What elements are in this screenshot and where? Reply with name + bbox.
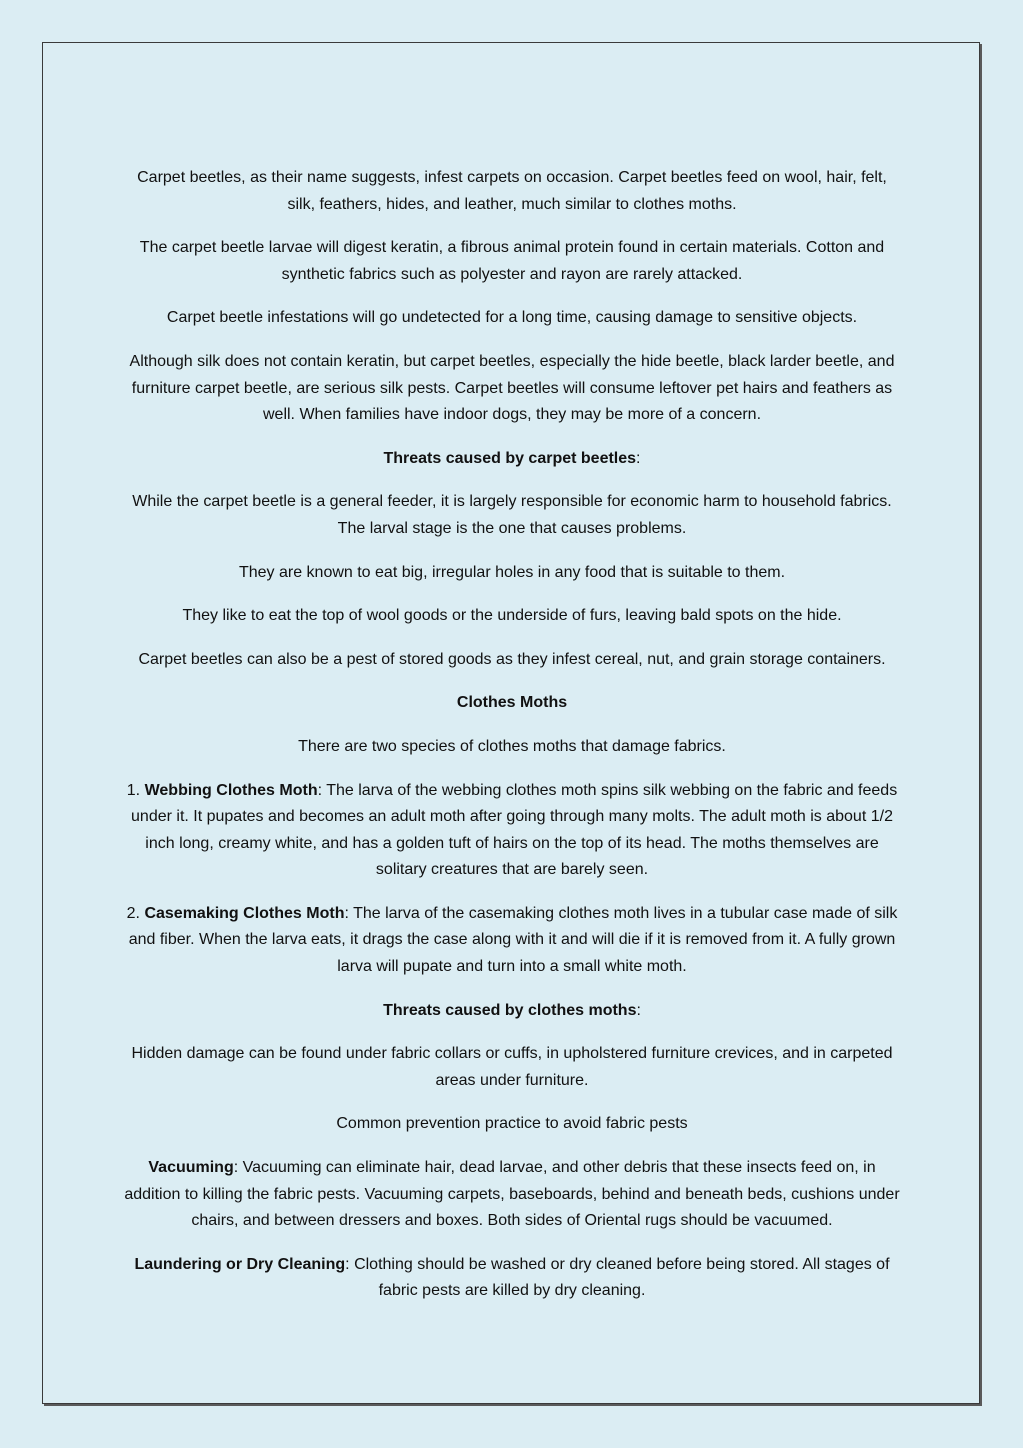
- paragraph-infestations: Carpet beetle infestations will go undetected for a long time, causing damage to sensitive objects.: [166, 309, 858, 327]
- paragraph-prevention-intro: Common prevention practice to avoid fabric pests: [336, 1115, 688, 1133]
- paragraph-bald-spots: They like to eat the top of wool goods or the underside of furs, leaving bald spots on the hide.: [182, 607, 842, 625]
- list-number: 2.: [126, 904, 145, 922]
- heading-text: Threats caused by carpet beetles: [383, 449, 637, 467]
- heading-threats-carpet-beetles: [123, 446, 901, 473]
- heading-threats-clothes-moths: [123, 998, 901, 1025]
- term-casemaking-clothes-moth: Casemaking Clothes Moth: [144, 904, 345, 922]
- paragraph-stored-goods: Carpet beetles can also be a pest of stored goods as they infest cereal, nut, and grain storage containers.: [138, 650, 886, 668]
- term-vacuuming: Vacuuming: [148, 1159, 234, 1177]
- paragraph-irregular-holes: They are known to eat big, irregular holes in any food that is suitable to them.: [238, 563, 786, 581]
- term-laundering: Laundering or Dry Cleaning: [134, 1255, 346, 1273]
- paragraph-vacuuming: [123, 1155, 901, 1235]
- paragraph-larvae-keratin: The carpet beetle larvae will digest keratin, a fibrous animal protein found in certain materials. Cotton and synthetic fabrics such as polyester and rayon are rarely attacked.: [139, 239, 885, 283]
- term-webbing-clothes-moth: Webbing Clothes Moth: [144, 781, 318, 799]
- heading-colon: :: [636, 449, 641, 467]
- description: : Vacuuming can eliminate hair, dead larvae, and other debris that these insects feed on, in addition to killing the fabric pests. Vacuuming carpets, baseboards, behind and beneath beds, cushions under chairs, and between dressers and boxes. Both sides of Oriental rugs should be vacuumed.: [124, 1159, 900, 1230]
- paragraph-laundering: [123, 1252, 901, 1305]
- page-frame: [42, 42, 980, 1404]
- heading-text: Threats caused by clothes moths: [383, 1001, 637, 1019]
- heading-clothes-moths: [123, 690, 901, 717]
- heading-colon: :: [636, 1001, 641, 1019]
- description: : Clothing should be washed or dry cleaned before being stored. All stages of fabric pests are killed by dry cleaning.: [345, 1255, 890, 1300]
- paragraph-webbing-clothes-moth: [123, 778, 901, 884]
- paragraph-two-species: There are two species of clothes moths that damage fabrics.: [298, 737, 726, 755]
- paragraph-general-feeder: While the carpet beetle is a general feeder, it is largely responsible for economic harm to household fabrics. The larval stage is the one that causes problems.: [132, 493, 892, 537]
- list-number: 1.: [126, 781, 145, 799]
- description: : The larva of the casemaking clothes moth lives in a tubular case made of silk and fiber. When the larva eats, it drags the case along with it and will die if it is removed from it. A fully grown larva will pupate and turn into a small white moth.: [128, 904, 898, 976]
- heading-text: Clothes Moths: [456, 694, 568, 712]
- paragraph-silk-pests: Although silk does not contain keratin, but carpet beetles, especially the hide beetle, black larder beetle, and furniture carpet beetle, are serious silk pests. Carpet beetles will consume leftover pet hairs and feathers as well. When families have indoor dogs, they may be more of a concern.: [129, 352, 895, 424]
- description: : The larva of the webbing clothes moth spins silk webbing on the fabric and feeds under it. It pupates and becomes an adult moth after going through many molts. The adult moth is about 1/2 inch long, creamy white, and has a golden tuft of hairs on the top of its head. The moths themselves are solitary creatures that are barely seen.: [131, 781, 898, 879]
- paragraph-casemaking-clothes-moth: [123, 901, 901, 981]
- document-body: [123, 165, 901, 1322]
- paragraph-hidden-damage: Hidden damage can be found under fabric collars or cuffs, in upholstered furniture crevices, and in carpeted areas under furniture.: [131, 1045, 893, 1089]
- paragraph-carpet-beetles-intro: Carpet beetles, as their name suggests, infest carpets on occasion. Carpet beetles feed on wool, hair, felt, silk, feathers, hides, and leather, much similar to clothes moths.: [137, 169, 887, 213]
